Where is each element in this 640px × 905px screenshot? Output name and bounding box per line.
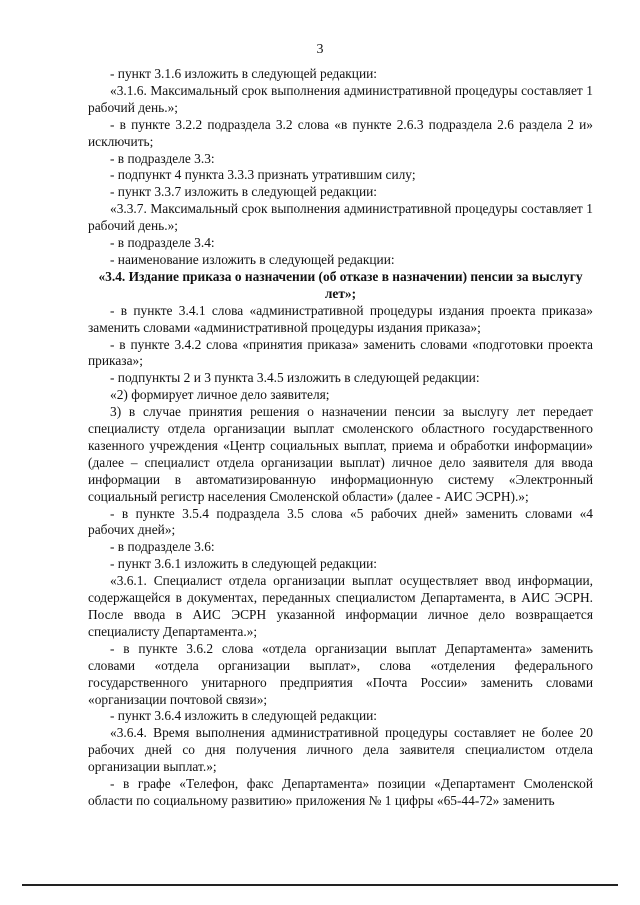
paragraph: - подпункты 2 и 3 пункта 3.4.5 изложить в следующей редакции: xyxy=(110,370,480,386)
document-body xyxy=(88,66,593,810)
paragraph: «3.1.6. Максимальный срок выполнения административной процедуры составляет 1 рабочий день.»; xyxy=(88,82,593,115)
paragraph: «3.6.1. Специалист отдела организации выплат осуществляет ввод информации, содержащейся в документах, переданных специалистом Департамента, в АИС ЭСРН. После ввода в АИС ЭСРН указанной информации личное дело возвращается специалисту Департамента.»; xyxy=(88,573,593,639)
paragraph: - наименование изложить в следующей редакции: xyxy=(110,251,395,267)
paragraph: - пункт 3.1.6 изложить в следующей редакции: xyxy=(110,66,378,81)
paragraph: - в пункте 3.2.2 подраздела 3.2 слова «в пункте 2.6.3 подраздела 2.6 раздела 2 и» исключить; xyxy=(88,116,593,149)
paragraph: - в подразделе 3.3: xyxy=(110,150,215,166)
page-number: 3 xyxy=(316,42,324,57)
paragraph: - в подразделе 3.4: xyxy=(110,235,215,251)
paragraph: - в пункте 3.5.4 подраздела 3.5 слова «5 рабочих дней» заменить словами «4 рабочих дней»; xyxy=(88,505,593,538)
paragraph: «3.3.7. Максимальный срок выполнения административной процедуры составляет 1 рабочий день.»; xyxy=(88,201,593,234)
paragraph: - в пункте 3.4.1 слова «административной процедуры издания проекта приказа» заменить словами «административной процедуры издания приказа»; xyxy=(88,302,593,335)
paragraph: - в графе «Телефон, факс Департамента» позиции «Департамент Смоленской области по социальному развитию» приложения № 1 цифры «65-44-72» заменить xyxy=(88,776,593,808)
paragraph: 3) в случае принятия решения о назначении пенсии за выслугу лет передает специалисту отдела организации выплат смоленского областного государственного казенного учреждения «Центр социальных выплат, приема и обработки информации» (далее – специалист отдела организации выплат) личное дело заявителя для ввода информации в автоматизированную информационную систему «Электронный социальный регистр населения Смоленской области» (далее - АИС ЭСРН).»; xyxy=(88,404,593,504)
paragraph: - в пункте 3.4.2 слова «принятия приказа» заменить словами «подготовки проекта приказа»; xyxy=(88,336,593,369)
paragraph: - в подразделе 3.6: xyxy=(110,539,215,555)
paragraph: - пункт 3.6.1 изложить в следующей редакции: xyxy=(110,556,378,572)
footer-divider xyxy=(22,884,618,886)
paragraph: - в пункте 3.6.2 слова «отдела организации выплат Департамента» заменить словами «отдела организации выплат», слова «отделения федерального государственного унитарного предприятия «Почта России» заменить словами «организации почтовой связи»; xyxy=(88,640,593,707)
paragraph: - подпункт 4 пункта 3.3.3 признать утратившим силу; xyxy=(110,167,416,183)
section-heading: «3.4. Издание приказа о назначении (об отказе в назначении) пенсии за выслугу лет»; xyxy=(98,268,583,301)
paragraph: - пункт 3.3.7 изложить в следующей редакции: xyxy=(110,184,378,200)
paragraph: «2) формирует личное дело заявителя; xyxy=(110,387,330,403)
paragraph: «3.6.4. Время выполнения административной процедуры составляет не более 20 рабочих дней со дня получения личного дела заявителя специалистом отдела организации выплат.»; xyxy=(88,725,593,775)
paragraph: - пункт 3.6.4 изложить в следующей редакции: xyxy=(110,708,378,724)
